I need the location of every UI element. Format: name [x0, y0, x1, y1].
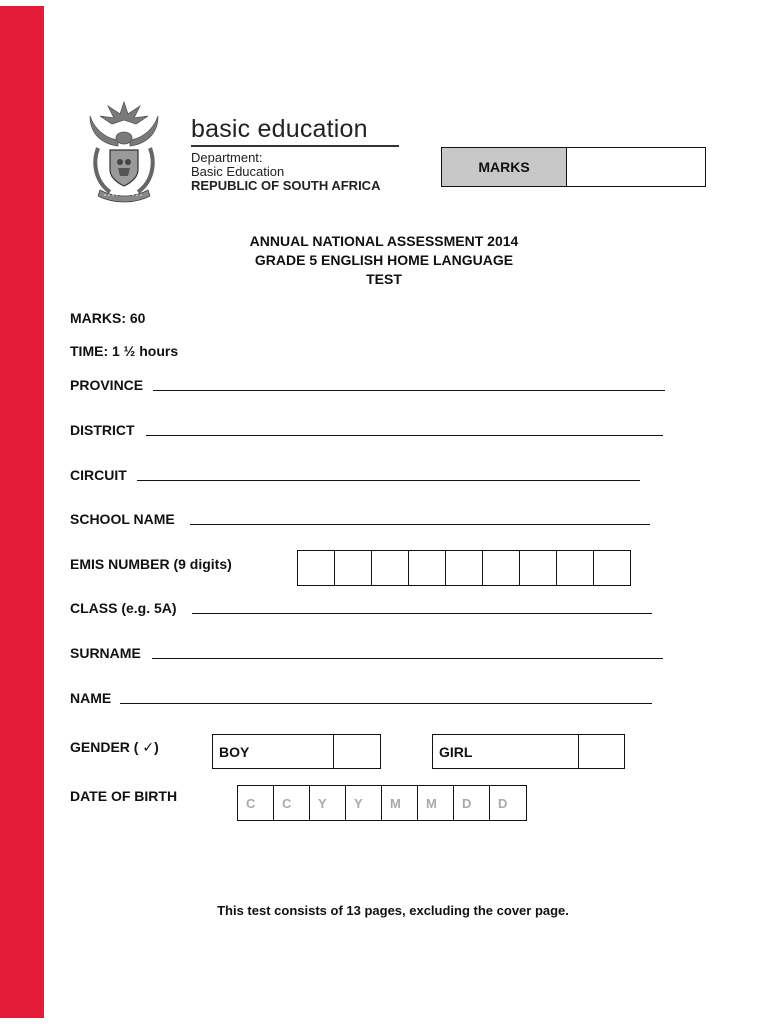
- circuit-field[interactable]: [137, 480, 640, 481]
- emis-digit-box[interactable]: [335, 551, 372, 585]
- school-name-label: SCHOOL NAME: [70, 511, 175, 527]
- grade-subject-title: GRADE 5 ENGLISH HOME LANGUAGE: [254, 252, 514, 268]
- brand-divider: [191, 145, 399, 147]
- gender-boy-label: BOY: [213, 735, 334, 768]
- class-label: CLASS (e.g. 5A): [70, 600, 177, 616]
- gender-option-boy[interactable]: [212, 734, 381, 769]
- district-label: DISTRICT: [70, 422, 135, 438]
- emis-number-boxes[interactable]: [297, 550, 631, 586]
- gender-girl-label: GIRL: [433, 735, 579, 768]
- emis-digit-box[interactable]: [594, 551, 630, 585]
- marks-box-label: MARKS: [442, 148, 567, 186]
- class-field[interactable]: [192, 613, 652, 614]
- surname-label: SURNAME: [70, 645, 141, 661]
- emis-digit-box[interactable]: [409, 551, 446, 585]
- date-of-birth-label: DATE OF BIRTH: [70, 788, 178, 804]
- marks-box-value[interactable]: [567, 148, 705, 186]
- date-of-birth-boxes[interactable]: [237, 785, 527, 821]
- emis-digit-box[interactable]: [557, 551, 594, 585]
- district-field[interactable]: [146, 435, 663, 436]
- gender-boy-checkbox[interactable]: [334, 735, 380, 768]
- dob-century-box[interactable]: C: [274, 786, 310, 820]
- dob-day-box[interactable]: D: [498, 795, 508, 811]
- dob-year-box[interactable]: Y: [310, 786, 346, 820]
- dob-month-box[interactable]: M: [418, 786, 454, 820]
- emis-digit-box[interactable]: [372, 551, 409, 585]
- school-name-field[interactable]: [190, 524, 650, 525]
- emis-digit-box[interactable]: [520, 551, 557, 585]
- total-marks: MARKS: 60: [70, 310, 146, 326]
- emis-digit-box[interactable]: [483, 551, 520, 585]
- brand-name: basic education: [191, 115, 368, 143]
- province-field[interactable]: [153, 390, 665, 391]
- gender-girl-checkbox[interactable]: [579, 735, 624, 768]
- emis-digit-box[interactable]: [298, 551, 335, 585]
- province-label: PROVINCE: [70, 377, 144, 393]
- test-title: TEST: [366, 271, 402, 287]
- surname-field[interactable]: [152, 658, 663, 659]
- department-name: Basic Education: [191, 164, 285, 179]
- gender-option-girl[interactable]: [432, 734, 625, 769]
- country-name: REPUBLIC OF SOUTH AFRICA: [191, 178, 381, 193]
- emis-number-label: EMIS NUMBER (9 digits): [70, 556, 232, 572]
- assessment-title: ANNUAL NATIONAL ASSESSMENT 2014: [249, 233, 519, 249]
- dob-month-box[interactable]: M: [382, 786, 418, 820]
- page-count-note: This test consists of 13 pages, excluding the cover page.: [217, 903, 569, 918]
- dob-century-box[interactable]: C: [238, 786, 274, 820]
- emis-digit-box[interactable]: [446, 551, 483, 585]
- name-label: NAME: [70, 690, 112, 706]
- dob-year-box[interactable]: Y: [346, 786, 382, 820]
- marks-box: [441, 147, 706, 187]
- circuit-label: CIRCUIT: [70, 467, 127, 483]
- name-field[interactable]: [120, 703, 652, 704]
- gender-label: GENDER ( ✓): [70, 739, 159, 755]
- department-label: Department:: [191, 150, 263, 165]
- coat-of-arms-logo: [84, 98, 164, 206]
- red-side-strip: [0, 6, 44, 1018]
- time-allowed: TIME: 1 ½ hours: [70, 343, 179, 359]
- dob-day-box[interactable]: D: [454, 786, 490, 820]
